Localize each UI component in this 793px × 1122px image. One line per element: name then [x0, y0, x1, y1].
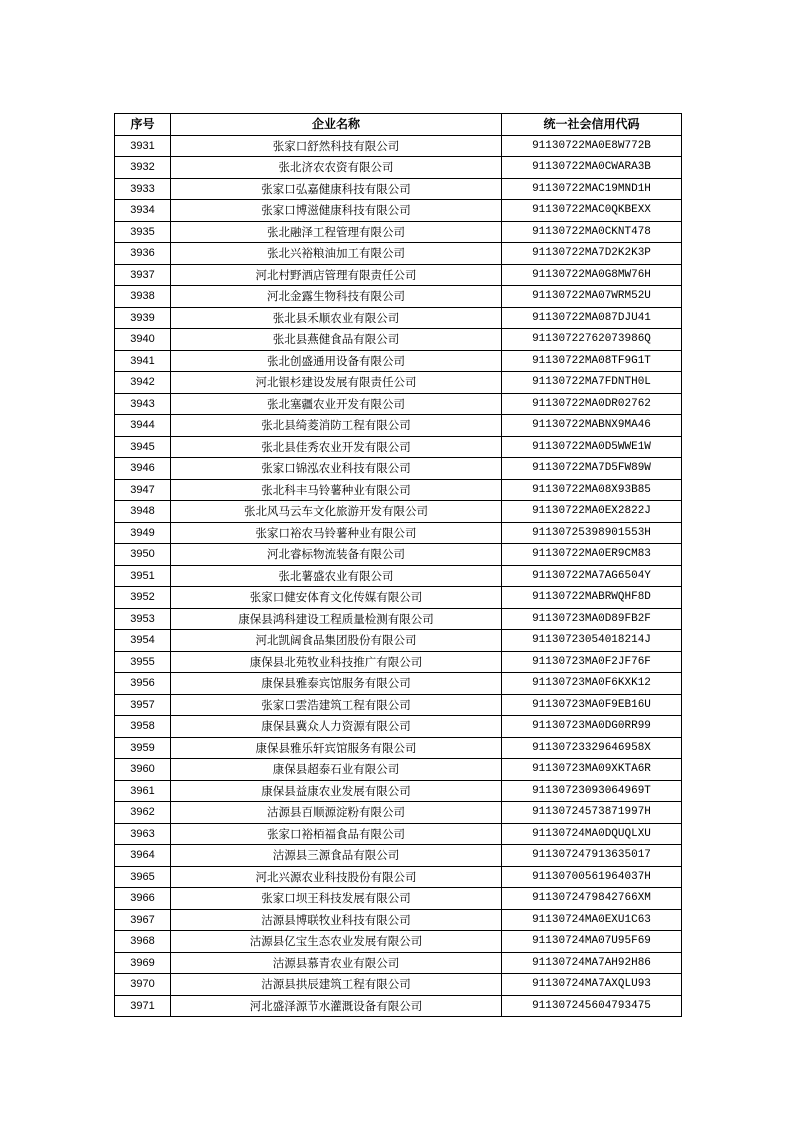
row-company-name: 康保县鸿科建设工程质量检测有限公司 [171, 608, 502, 630]
row-credit-code: 91130724573871997H [502, 802, 682, 824]
table-row [115, 350, 682, 372]
table-row [115, 501, 682, 523]
table-row [115, 630, 682, 652]
table-row [115, 608, 682, 630]
table-row [115, 372, 682, 394]
row-credit-code: 91130722MABNX9MA46 [502, 415, 682, 437]
row-seq: 3962 [115, 802, 171, 824]
row-credit-code: 91130722MA7FDNTH0L [502, 372, 682, 394]
table-row [115, 329, 682, 351]
row-credit-code: 91130722MA0G8MW76H [502, 264, 682, 286]
row-company-name: 张北薯盛农业有限公司 [171, 565, 502, 587]
table-row [115, 974, 682, 996]
table-row [115, 845, 682, 867]
row-credit-code: 91130722MAC0QKBEXX [502, 200, 682, 222]
table-body [115, 135, 682, 1017]
row-seq: 3958 [115, 716, 171, 738]
row-credit-code: 91130722MA0CKNT478 [502, 221, 682, 243]
row-credit-code: 911307245604793475 [502, 995, 682, 1017]
row-seq: 3952 [115, 587, 171, 609]
row-credit-code: 91130722MA08TF9G1T [502, 350, 682, 372]
row-credit-code: 91130722MA0EX2822J [502, 501, 682, 523]
row-credit-code: 91130722MA0E8W772B [502, 135, 682, 157]
row-credit-code: 91130722MA0CWARA3B [502, 157, 682, 179]
table-row [115, 802, 682, 824]
row-seq: 3953 [115, 608, 171, 630]
row-credit-code: 91130723MA0F9EB16U [502, 694, 682, 716]
table-row [115, 716, 682, 738]
row-credit-code: 91130722MA0ER9CM83 [502, 544, 682, 566]
row-credit-code: 91130724MA0DQUQLXU [502, 823, 682, 845]
row-company-name: 沽源县百顺源淀粉有限公司 [171, 802, 502, 824]
row-seq: 3942 [115, 372, 171, 394]
row-credit-code: 91130724MA7AH92H86 [502, 952, 682, 974]
row-company-name: 张家口雲浩建筑工程有限公司 [171, 694, 502, 716]
table-row [115, 888, 682, 910]
row-seq: 3950 [115, 544, 171, 566]
row-seq: 3961 [115, 780, 171, 802]
row-credit-code: 91130723093064969T [502, 780, 682, 802]
row-company-name: 河北银杉建设发展有限责任公司 [171, 372, 502, 394]
row-credit-code: 91130723MA0DG0RR99 [502, 716, 682, 738]
row-company-name: 河北凯阔食品集团股份有限公司 [171, 630, 502, 652]
row-company-name: 沽源县拱辰建筑工程有限公司 [171, 974, 502, 996]
table-row [115, 544, 682, 566]
row-credit-code: 91130722MA08X93B85 [502, 479, 682, 501]
row-company-name: 张北科丰马铃薯种业有限公司 [171, 479, 502, 501]
row-credit-code: 911307247913635017 [502, 845, 682, 867]
row-credit-code: 91130723MA0D89FB2F [502, 608, 682, 630]
row-company-name: 康保县雅泰宾馆服务有限公司 [171, 673, 502, 695]
table-row [115, 264, 682, 286]
row-credit-code: 91130700561964037H [502, 866, 682, 888]
header-name: 企业名称 [171, 114, 502, 136]
table-row [115, 931, 682, 953]
row-company-name: 张北济农农资有限公司 [171, 157, 502, 179]
table-row [115, 759, 682, 781]
table-row [115, 157, 682, 179]
row-credit-code: 91130722MA07WRM52U [502, 286, 682, 308]
row-company-name: 沽源县亿宝生态农业发展有限公司 [171, 931, 502, 953]
row-company-name: 张北县绮菱消防工程有限公司 [171, 415, 502, 437]
header-code: 统一社会信用代码 [502, 114, 682, 136]
row-credit-code: 91130724MA7AXQLU93 [502, 974, 682, 996]
row-credit-code: 91130723329646958X [502, 737, 682, 759]
row-seq: 3960 [115, 759, 171, 781]
row-credit-code: 91130723054018214J [502, 630, 682, 652]
row-company-name: 张家口锦泓农业科技有限公司 [171, 458, 502, 480]
table-row [115, 200, 682, 222]
row-seq: 3954 [115, 630, 171, 652]
table-row [115, 307, 682, 329]
row-seq: 3963 [115, 823, 171, 845]
row-company-name: 沽源县博联牧业科技有限公司 [171, 909, 502, 931]
row-company-name: 康保县冀众人力资源有限公司 [171, 716, 502, 738]
row-seq: 3951 [115, 565, 171, 587]
row-company-name: 张北融泽工程管理有限公司 [171, 221, 502, 243]
row-seq: 3948 [115, 501, 171, 523]
table-row [115, 651, 682, 673]
row-company-name: 河北兴源农业科技股份有限公司 [171, 866, 502, 888]
table-row [115, 673, 682, 695]
row-seq: 3941 [115, 350, 171, 372]
row-company-name: 张北风马云车文化旅游开发有限公司 [171, 501, 502, 523]
header-seq: 序号 [115, 114, 171, 136]
table-row [115, 221, 682, 243]
row-company-name: 张北县佳秀农业开发有限公司 [171, 436, 502, 458]
table-row [115, 866, 682, 888]
row-seq: 3939 [115, 307, 171, 329]
table-row [115, 823, 682, 845]
row-seq: 3935 [115, 221, 171, 243]
row-seq: 3965 [115, 866, 171, 888]
row-credit-code: 91130723MA0F2JF76F [502, 651, 682, 673]
row-seq: 3968 [115, 931, 171, 953]
row-company-name: 张家口健安体育文化传媒有限公司 [171, 587, 502, 609]
table-row [115, 243, 682, 265]
row-seq: 3969 [115, 952, 171, 974]
row-seq: 3947 [115, 479, 171, 501]
table-row [115, 415, 682, 437]
row-company-name: 河北盛泽源节水灌溉设备有限公司 [171, 995, 502, 1017]
row-credit-code: 91130722MA7D5FW89W [502, 458, 682, 480]
row-seq: 3956 [115, 673, 171, 695]
row-seq: 3933 [115, 178, 171, 200]
row-seq: 3957 [115, 694, 171, 716]
row-seq: 3967 [115, 909, 171, 931]
row-credit-code: 91130722MA7D2K2K3P [502, 243, 682, 265]
row-company-name: 张北创盛通用设备有限公司 [171, 350, 502, 372]
table-header-row [115, 114, 682, 136]
row-credit-code: 91130724MA0EXU1C63 [502, 909, 682, 931]
row-seq: 3970 [115, 974, 171, 996]
table-row [115, 952, 682, 974]
row-company-name: 张家口坝王科技发展有限公司 [171, 888, 502, 910]
row-company-name: 康保县北苑牧业科技推广有限公司 [171, 651, 502, 673]
row-company-name: 张家口博滋健康科技有限公司 [171, 200, 502, 222]
row-credit-code: 91130722762073986Q [502, 329, 682, 351]
table-row [115, 565, 682, 587]
row-seq: 3932 [115, 157, 171, 179]
row-seq: 3931 [115, 135, 171, 157]
row-company-name: 康保县雅乐轩宾馆服务有限公司 [171, 737, 502, 759]
row-seq: 3934 [115, 200, 171, 222]
table-row [115, 737, 682, 759]
table-row [115, 178, 682, 200]
row-credit-code: 91130722MA0D5WWE1W [502, 436, 682, 458]
row-credit-code: 91130722MA087DJU41 [502, 307, 682, 329]
table-row [115, 780, 682, 802]
row-company-name: 河北村野酒店管理有限责任公司 [171, 264, 502, 286]
row-seq: 3971 [115, 995, 171, 1017]
row-company-name: 沽源县三源食品有限公司 [171, 845, 502, 867]
row-credit-code: 91130722MAC19MND1H [502, 178, 682, 200]
row-seq: 3945 [115, 436, 171, 458]
row-seq: 3944 [115, 415, 171, 437]
row-credit-code: 91130722MABRWQHF8D [502, 587, 682, 609]
table-row [115, 694, 682, 716]
row-seq: 3943 [115, 393, 171, 415]
table-row [115, 909, 682, 931]
row-seq: 3936 [115, 243, 171, 265]
table-row [115, 393, 682, 415]
row-seq: 3937 [115, 264, 171, 286]
row-company-name: 张北兴裕粮油加工有限公司 [171, 243, 502, 265]
row-credit-code: 91130722MA7AG6504Y [502, 565, 682, 587]
row-company-name: 张家口弘嘉健康科技有限公司 [171, 178, 502, 200]
row-seq: 3940 [115, 329, 171, 351]
row-seq: 3966 [115, 888, 171, 910]
row-seq: 3938 [115, 286, 171, 308]
row-credit-code: 91130723MA09XKTA6R [502, 759, 682, 781]
table-row [115, 995, 682, 1017]
row-company-name: 张家口裕农马铃薯种业有限公司 [171, 522, 502, 544]
table-row [115, 458, 682, 480]
table-row [115, 135, 682, 157]
row-credit-code: 91130723MA0F6KXK12 [502, 673, 682, 695]
row-company-name: 河北睿标物流装备有限公司 [171, 544, 502, 566]
row-seq: 3959 [115, 737, 171, 759]
row-company-name: 张北县燕健食品有限公司 [171, 329, 502, 351]
table-row [115, 479, 682, 501]
row-company-name: 河北金露生物科技有限公司 [171, 286, 502, 308]
enterprise-registry-table [114, 113, 682, 1017]
row-company-name: 张家口裕栢福食品有限公司 [171, 823, 502, 845]
row-credit-code: 91130722MA0DR02762 [502, 393, 682, 415]
row-seq: 3955 [115, 651, 171, 673]
row-company-name: 张北县禾顺农业有限公司 [171, 307, 502, 329]
row-credit-code: 9113072479842766XM [502, 888, 682, 910]
row-company-name: 张北塞疆农业开发有限公司 [171, 393, 502, 415]
row-company-name: 康保县超泰石业有限公司 [171, 759, 502, 781]
row-seq: 3946 [115, 458, 171, 480]
row-credit-code: 91130725398901553H [502, 522, 682, 544]
row-company-name: 沽源县慕青农业有限公司 [171, 952, 502, 974]
row-seq: 3964 [115, 845, 171, 867]
table-row [115, 436, 682, 458]
table-row [115, 522, 682, 544]
row-company-name: 康保县益康农业发展有限公司 [171, 780, 502, 802]
table-row [115, 286, 682, 308]
row-credit-code: 91130724MA07U95F69 [502, 931, 682, 953]
table-row [115, 587, 682, 609]
row-company-name: 张家口舒然科技有限公司 [171, 135, 502, 157]
row-seq: 3949 [115, 522, 171, 544]
